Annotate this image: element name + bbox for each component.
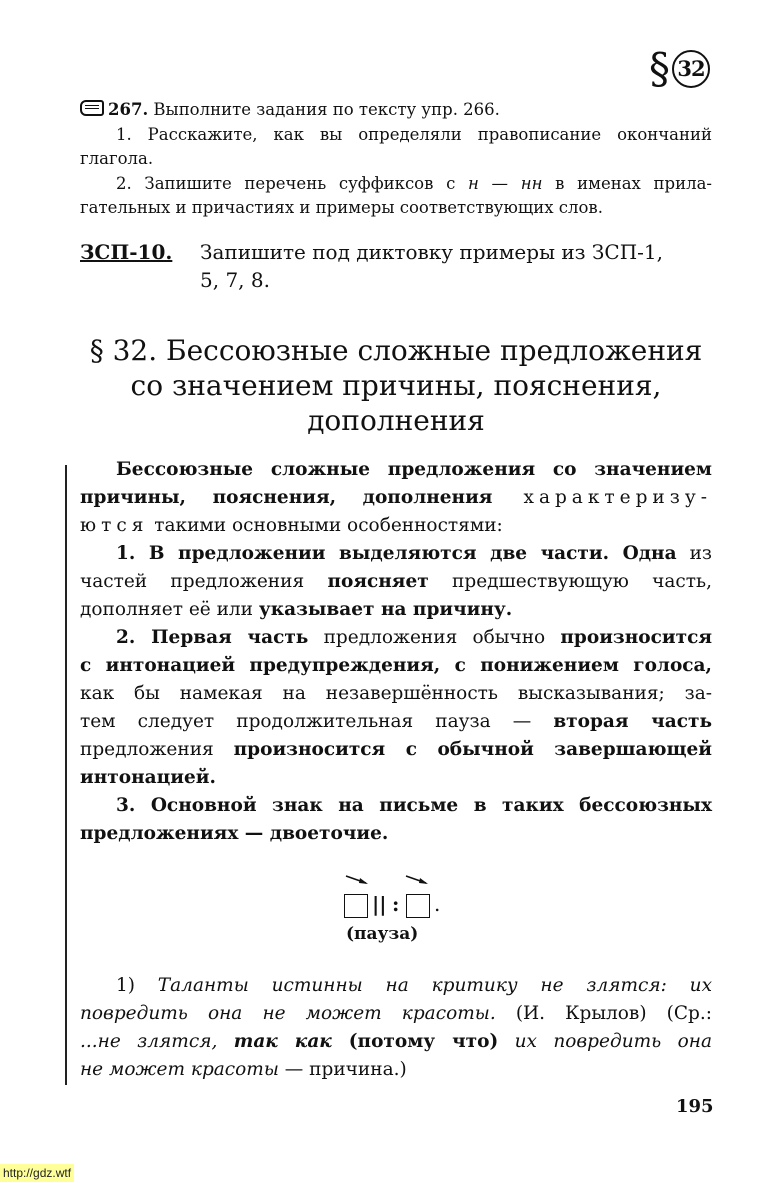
text-segment: глагола. [80, 149, 154, 168]
text-segment: гательных и причастиях и примеры соответствующих слов. [80, 198, 603, 217]
text-segment: так как [233, 1031, 332, 1052]
text-line [80, 147, 712, 172]
page-number: 195 [676, 1096, 714, 1117]
text-segment: произносится [560, 627, 712, 648]
text-line [80, 98, 712, 123]
text-segment: ...не злятся, [80, 1031, 234, 1052]
text-segment: предложения [80, 739, 234, 760]
text-line [80, 1000, 712, 1028]
text-segment: предложения обычно [308, 627, 561, 648]
text-line [80, 456, 712, 484]
text-segment: Бессоюзные сложные предложения со значением [116, 459, 712, 480]
text-line [80, 680, 712, 708]
text-line [80, 764, 712, 792]
text-segment: причины, пояснения, дополнения [80, 487, 493, 508]
text-line [80, 708, 712, 736]
text-segment: предложениях — двоеточие. [80, 823, 389, 844]
text-segment: 3. Основной знак на письме в таких бессоюзных [116, 795, 712, 816]
text-segment: 1. В предложении выделяются две части. Одна [116, 543, 677, 564]
text-segment: — причина.) [278, 1059, 407, 1080]
written-exercise-icon [80, 100, 104, 116]
text-segment: тем следует продолжительная пауза — [80, 711, 554, 732]
clause-box-2 [406, 894, 430, 918]
text-segment: не может красоты [80, 1059, 279, 1080]
text-segment: (потому что) [331, 1031, 499, 1052]
text-segment: характеризу- [492, 487, 712, 508]
exercise-267 [80, 98, 712, 221]
text-segment: 2. Запишите перечень суффиксов с [116, 173, 469, 193]
text-line [80, 1028, 712, 1056]
punctuation-diagram [330, 866, 460, 956]
text-segment: повредить она не может красоты. [80, 1003, 496, 1024]
text-line [80, 1056, 712, 1084]
text-line [80, 736, 712, 764]
text-line [80, 568, 712, 596]
pause-separator: || [372, 892, 387, 916]
text-line [80, 652, 712, 680]
text-segment: интонацией. [80, 767, 216, 788]
zsp-label: ЗСП-10. [80, 240, 173, 264]
text-segment: 2. Первая часть [116, 627, 309, 648]
text-segment: Таланты истинны на критику не злятся: их [157, 975, 712, 996]
text-segment: (И. Крылов) (Ср.: [495, 1003, 713, 1024]
text-line [80, 624, 712, 652]
text-segment: н — нн [468, 173, 543, 193]
zsp-line: Запишите под диктовку примеры из ЗСП-1, [200, 240, 663, 264]
text-segment: 1) [116, 975, 158, 996]
text-segment: указывает на причину. [258, 599, 513, 620]
text-segment: поясняет [327, 571, 429, 592]
text-line [80, 972, 712, 1000]
zsp-text [200, 238, 712, 294]
watermark-link[interactable]: http://gdz.wtf [0, 1164, 74, 1182]
text-line [80, 540, 712, 568]
period-mark: . [434, 892, 441, 916]
text-line [80, 820, 712, 848]
heading-line: дополнения [307, 404, 485, 437]
heading-line: со значением причины, пояснения, [130, 369, 662, 402]
margin-rule [65, 465, 67, 1085]
text-segment: ются [80, 515, 149, 536]
clause-box-1 [344, 894, 368, 918]
rule-text [80, 456, 712, 848]
zsp-10-task [80, 238, 712, 298]
text-segment: как бы намекая на незавершённость высказывания; за- [80, 683, 712, 704]
text-segment: дополняет её или [80, 599, 259, 620]
text-line [80, 512, 712, 540]
text-segment: Выполните задания по тексту упр. 266. [148, 100, 500, 119]
text-line [80, 792, 712, 820]
text-segment: в именах прила- [542, 173, 712, 193]
colon-mark: : [392, 892, 400, 916]
text-segment: такими основными особенностями: [148, 515, 503, 536]
zsp-line: 5, 7, 8. [200, 268, 270, 292]
text-segment: их повредить она [498, 1031, 712, 1052]
text-segment: частей предложения [80, 571, 328, 592]
section-heading [80, 333, 712, 438]
heading-line: § 32. Бессоюзные сложные предложения [89, 334, 703, 367]
text-segment: 1. Расскажите, как вы определяли правописание окончаний [116, 124, 712, 144]
text-segment: произносится с обычной завершающей [233, 739, 712, 760]
examples [80, 972, 712, 1084]
text-segment: предшествующую часть, [428, 571, 712, 592]
text-line [80, 596, 712, 624]
text-line [80, 123, 712, 148]
section-marker [649, 44, 710, 93]
text-segment: из [676, 543, 712, 564]
section-number-circle: 32 [672, 50, 710, 88]
text-line [80, 484, 712, 512]
text-line [80, 172, 712, 197]
section-symbol: § [649, 44, 670, 93]
text-line [80, 196, 712, 221]
text-segment: с интонацией предупреждения, с понижением голоса, [80, 655, 712, 676]
diagram-caption: (пауза) [346, 924, 419, 944]
exercise-number: 267. [108, 100, 149, 119]
text-segment: вторая часть [553, 711, 713, 732]
